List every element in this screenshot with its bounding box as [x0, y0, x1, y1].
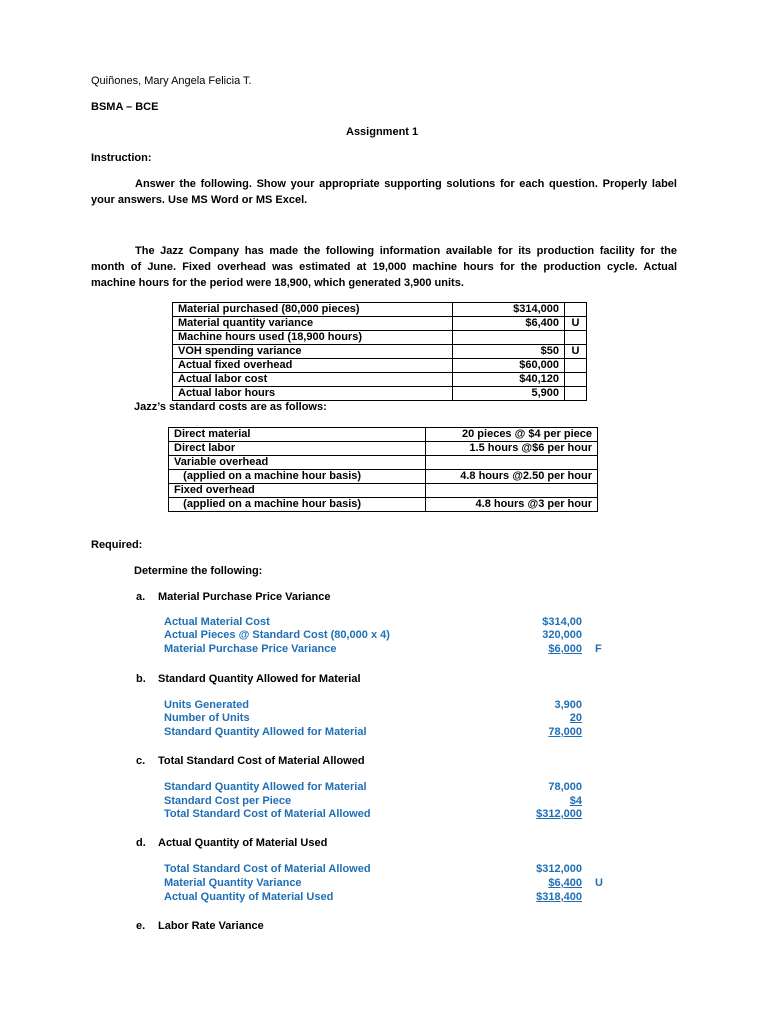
std-value: 4.8 hours @3 per hour — [426, 498, 598, 512]
info-label: Machine hours used (18,900 hours) — [173, 331, 453, 345]
info-label: Actual fixed overhead — [173, 359, 453, 373]
std-label: (applied on a machine hour basis) — [169, 498, 426, 512]
std-label: Direct material — [169, 428, 426, 442]
info-value: $40,120 — [453, 373, 565, 387]
info-label: VOH spending variance — [173, 345, 453, 359]
info-value: $314,000 — [453, 303, 565, 317]
calc-flag: F — [595, 643, 602, 655]
calc-value: $318,400 — [536, 891, 582, 903]
calc-label: Total Standard Cost of Material Allowed — [164, 863, 371, 875]
calc-label: Units Generated — [164, 699, 249, 711]
table-row — [169, 456, 598, 470]
section-d-letter: d. — [136, 837, 146, 849]
calc-value: $314,00 — [542, 616, 582, 628]
student-name: Quiñones, Mary Angela Felicia T. — [91, 75, 252, 87]
calc-value: $6,000 — [548, 643, 582, 655]
info-value: 5,900 — [453, 387, 565, 401]
section-a-letter: a. — [136, 591, 146, 603]
info-table — [172, 302, 587, 401]
info-flag — [565, 387, 587, 401]
std-value: 1.5 hours @$6 per hour — [426, 442, 598, 456]
std-value: 4.8 hours @2.50 per hour — [426, 470, 598, 484]
section-e-letter: e. — [136, 920, 146, 932]
instruction-paragraph: Answer the following. Show your appropriate supporting solutions for each question. Properly label your answers. Use MS Word or MS Excel. — [91, 178, 677, 206]
section-e-title: Labor Rate Variance — [158, 920, 264, 932]
calc-label: Actual Quantity of Material Used — [164, 891, 334, 903]
calc-label: Actual Pieces @ Standard Cost (80,000 x 4) — [164, 629, 390, 641]
calc-label: Standard Cost per Piece — [164, 795, 292, 807]
calc-flag: U — [595, 877, 603, 889]
section-d-title: Actual Quantity of Material Used — [158, 837, 328, 849]
section-a-title: Material Purchase Price Variance — [158, 591, 331, 603]
table-row — [173, 331, 587, 345]
section-c-title: Total Standard Cost of Material Allowed — [158, 755, 365, 767]
calc-value: $4 — [569, 795, 582, 807]
calc-value: 78,000 — [548, 726, 582, 738]
calc-label: Standard Quantity Allowed for Material — [164, 781, 367, 793]
calc-label: Actual Material Cost — [164, 616, 270, 628]
calc-value: $6,400 — [548, 877, 582, 889]
info-flag: U — [565, 345, 587, 359]
table-row — [173, 387, 587, 401]
table-row — [169, 442, 598, 456]
table-row — [173, 373, 587, 387]
info-label: Actual labor hours — [173, 387, 453, 401]
std-value: 20 pieces @ $4 per piece — [426, 428, 598, 442]
instruction-label: Instruction: — [91, 152, 152, 164]
std-label: Fixed overhead — [169, 484, 426, 498]
calc-label: Material Purchase Price Variance — [164, 643, 337, 655]
info-flag — [565, 331, 587, 345]
section-c-letter: c. — [136, 755, 146, 767]
calc-label: Total Standard Cost of Material Allowed — [164, 808, 371, 820]
table-row — [173, 317, 587, 331]
info-label: Actual labor cost — [173, 373, 453, 387]
info-value — [453, 331, 565, 345]
table-row — [173, 359, 587, 373]
calc-value: $312,000 — [536, 808, 582, 820]
table-row — [169, 484, 598, 498]
section-b-title: Standard Quantity Allowed for Material — [158, 673, 361, 685]
info-flag — [565, 359, 587, 373]
page-title: Assignment 1 — [346, 126, 419, 138]
problem-paragraph: The Jazz Company has made the following information available for its production facility for the month of June. Fixed overhead was estimated at 19,000 machine hours for the production cycle. Actual machine hours for the period were 18,900, which generated 3,900 units. — [91, 245, 677, 289]
std-caption: Jazz’s standard costs are as follows: — [134, 401, 327, 413]
info-label: Material quantity variance — [173, 317, 453, 331]
info-value: $6,400 — [453, 317, 565, 331]
table-row — [169, 498, 598, 512]
calc-value: 78,000 — [548, 781, 582, 793]
calc-value: 320,000 — [542, 629, 582, 641]
section-b-letter: b. — [136, 673, 146, 685]
info-label: Material purchased (80,000 pieces) — [173, 303, 453, 317]
table-row — [169, 470, 598, 484]
info-flag — [565, 373, 587, 387]
required-label: Required: — [91, 539, 143, 551]
calc-label: Material Quantity Variance — [164, 877, 302, 889]
std-value — [426, 456, 598, 470]
info-value: $60,000 — [453, 359, 565, 373]
info-flag: U — [565, 317, 587, 331]
table-row — [173, 345, 587, 359]
determine-label: Determine the following: — [134, 565, 263, 577]
std-value — [426, 484, 598, 498]
calc-value: 20 — [569, 712, 582, 724]
table-row — [169, 428, 598, 442]
std-label: Direct labor — [169, 442, 426, 456]
course-label: BSMA – BCE — [91, 101, 159, 113]
table-row — [173, 303, 587, 317]
info-value: $50 — [453, 345, 565, 359]
calc-value: 3,900 — [554, 699, 582, 711]
std-label: Variable overhead — [169, 456, 426, 470]
calc-value: $312,000 — [536, 863, 582, 875]
info-flag — [565, 303, 587, 317]
calc-label: Number of Units — [164, 712, 250, 724]
calc-label: Standard Quantity Allowed for Material — [164, 726, 367, 738]
std-label: (applied on a machine hour basis) — [169, 470, 426, 484]
standard-cost-table — [168, 427, 598, 512]
